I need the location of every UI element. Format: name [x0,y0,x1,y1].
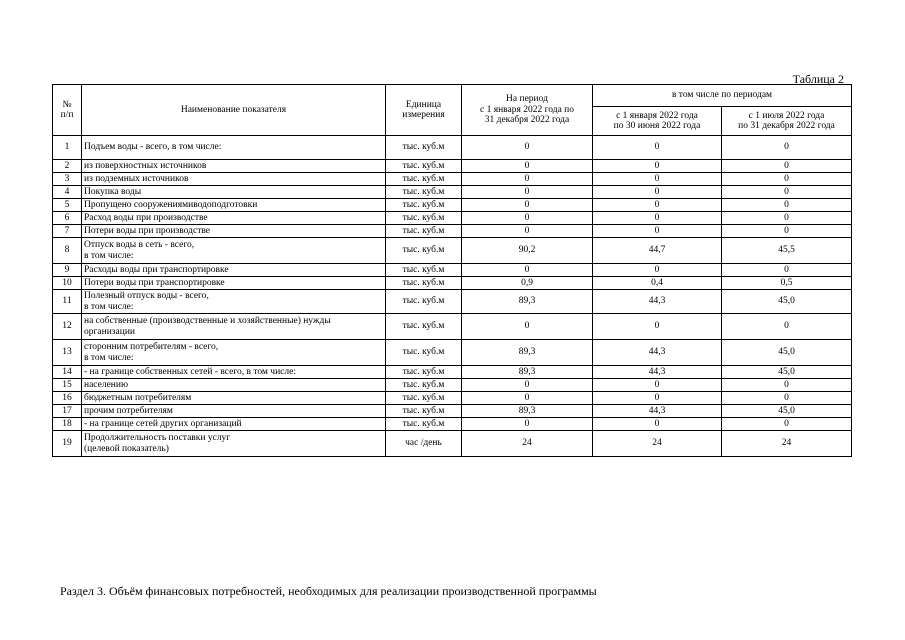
table-row [53,392,852,405]
row-value-h2: 0,5 [722,277,852,290]
row-value-h1: 44,3 [593,405,722,418]
row-number: 12 [53,314,82,340]
row-number: 4 [53,186,82,199]
row-value-year: 0 [462,418,593,431]
row-value-h2: 24 [722,431,852,457]
row-unit: тыс. куб.м [386,366,462,379]
table-row [53,186,852,199]
table-row [53,340,852,366]
row-value-h2: 45,0 [722,405,852,418]
row-value-h1: 44,3 [593,366,722,379]
row-value-year: 0 [462,199,593,212]
header-name: Наименование показателя [82,85,386,136]
table-row [53,405,852,418]
row-value-year: 0 [462,225,593,238]
row-value-h1: 0 [593,186,722,199]
row-value-year: 0,9 [462,277,593,290]
row-unit: тыс. куб.м [386,405,462,418]
row-value-h1: 24 [593,431,722,457]
row-value-h1: 44,7 [593,238,722,264]
row-value-h1: 0 [593,136,722,160]
row-value-h2: 0 [722,418,852,431]
row-value-h2: 0 [722,392,852,405]
row-value-h2: 45,0 [722,340,852,366]
table-row [53,212,852,225]
row-unit: тыс. куб.м [386,186,462,199]
row-unit: тыс. куб.м [386,225,462,238]
row-name: Расходы воды при транспортировке [82,264,386,277]
row-number: 17 [53,405,82,418]
table-row [53,160,852,173]
row-unit: тыс. куб.м [386,199,462,212]
row-name: бюджетным потребителям [82,392,386,405]
table-caption: Таблица 2 [792,72,844,86]
row-unit: тыс. куб.м [386,277,462,290]
row-unit: тыс. куб.м [386,160,462,173]
row-value-year: 89,3 [462,405,593,418]
section-title: Раздел 3. Объём финансовых потребностей, необходимых для реализации производственной программы [60,584,597,598]
row-value-year: 90,2 [462,238,593,264]
row-unit: тыс. куб.м [386,238,462,264]
table-row [53,418,852,431]
table-row [53,264,852,277]
row-number: 11 [53,290,82,314]
row-name: Продолжительность поставки услуг (целевой показатель) [82,431,386,457]
row-number: 14 [53,366,82,379]
row-unit: тыс. куб.м [386,212,462,225]
row-number: 19 [53,431,82,457]
table-row [53,366,852,379]
row-value-year: 0 [462,186,593,199]
row-value-h1: 0 [593,379,722,392]
row-value-h1: 44,3 [593,290,722,314]
table-row [53,314,852,340]
row-value-h2: 0 [722,314,852,340]
row-value-year: 0 [462,314,593,340]
row-value-h1: 0 [593,264,722,277]
row-unit: тыс. куб.м [386,379,462,392]
row-value-h2: 0 [722,379,852,392]
table-row [53,379,852,392]
header-num: № п/п [53,85,82,136]
table-row [53,277,852,290]
row-unit: тыс. куб.м [386,136,462,160]
table-row [53,136,852,160]
row-value-h2: 0 [722,136,852,160]
table-row [53,290,852,314]
row-name: Полезный отпуск воды - всего, в том числе: [82,290,386,314]
header-unit: Единица измерения [386,85,462,136]
row-value-year: 0 [462,379,593,392]
row-number: 13 [53,340,82,366]
row-unit: тыс. куб.м [386,290,462,314]
row-unit: тыс. куб.м [386,340,462,366]
row-unit: час /день [386,431,462,457]
row-value-h1: 0 [593,392,722,405]
row-value-year: 0 [462,136,593,160]
row-name: прочим потребителям [82,405,386,418]
row-name: - на границе сетей других организаций [82,418,386,431]
header-sub2: с 1 июля 2022 года по 31 декабря 2022 года [722,107,852,136]
row-value-h1: 0 [593,199,722,212]
row-value-h1: 0 [593,314,722,340]
row-value-year: 0 [462,160,593,173]
row-number: 18 [53,418,82,431]
row-value-year: 89,3 [462,290,593,314]
row-value-h1: 0 [593,160,722,173]
row-unit: тыс. куб.м [386,314,462,340]
header-period: На период с 1 января 2022 года по 31 декабря 2022 года [462,85,593,136]
header-group: в том числе по периодам [593,85,852,107]
row-unit: тыс. куб.м [386,264,462,277]
row-value-year: 89,3 [462,366,593,379]
row-name: Потери воды при производстве [82,225,386,238]
row-number: 9 [53,264,82,277]
row-name: - на границе собственных сетей - всего, в том числе: [82,366,386,379]
row-number: 5 [53,199,82,212]
table-row [53,431,852,457]
table-row [53,225,852,238]
row-value-h2: 0 [722,173,852,186]
row-value-h1: 0 [593,173,722,186]
row-value-h2: 0 [722,160,852,173]
row-value-year: 0 [462,392,593,405]
row-unit: тыс. куб.м [386,173,462,186]
row-value-h2: 45,0 [722,366,852,379]
row-number: 16 [53,392,82,405]
row-number: 7 [53,225,82,238]
row-name: на собственные (производственные и хозяйственные) нужды организации [82,314,386,340]
row-value-h1: 0,4 [593,277,722,290]
row-value-h2: 0 [722,225,852,238]
row-value-year: 0 [462,173,593,186]
header-sub1: с 1 января 2022 года по 30 июня 2022 года [593,107,722,136]
row-number: 15 [53,379,82,392]
row-value-year: 0 [462,264,593,277]
row-value-h2: 45,0 [722,290,852,314]
row-name: населению [82,379,386,392]
table-row [53,238,852,264]
row-name: сторонним потребителям - всего, в том числе: [82,340,386,366]
production-table [52,84,852,457]
row-value-h2: 0 [722,186,852,199]
row-value-h1: 0 [593,212,722,225]
row-name: Покупка воды [82,186,386,199]
row-unit: тыс. куб.м [386,392,462,405]
row-number: 8 [53,238,82,264]
row-name: Отпуск воды в сеть - всего, в том числе: [82,238,386,264]
row-number: 10 [53,277,82,290]
row-name: из поверхностных источников [82,160,386,173]
row-value-h2: 0 [722,264,852,277]
row-value-h2: 0 [722,212,852,225]
row-value-h2: 0 [722,199,852,212]
table-body [53,136,852,457]
row-value-year: 89,3 [462,340,593,366]
row-name: Подъем воды - всего, в том числе: [82,136,386,160]
row-unit: тыс. куб.м [386,418,462,431]
row-value-year: 24 [462,431,593,457]
row-name: Потери воды при транспортировке [82,277,386,290]
row-value-h1: 0 [593,225,722,238]
row-value-h1: 44,3 [593,340,722,366]
row-number: 6 [53,212,82,225]
table-row [53,173,852,186]
row-value-year: 0 [462,212,593,225]
row-number: 2 [53,160,82,173]
row-number: 1 [53,136,82,160]
row-name: из подземных источников [82,173,386,186]
row-value-h1: 0 [593,418,722,431]
row-value-h2: 45,5 [722,238,852,264]
row-name: Пропущено сооружениямиводоподготовки [82,199,386,212]
row-number: 3 [53,173,82,186]
row-name: Расход воды при производстве [82,212,386,225]
table-row [53,199,852,212]
